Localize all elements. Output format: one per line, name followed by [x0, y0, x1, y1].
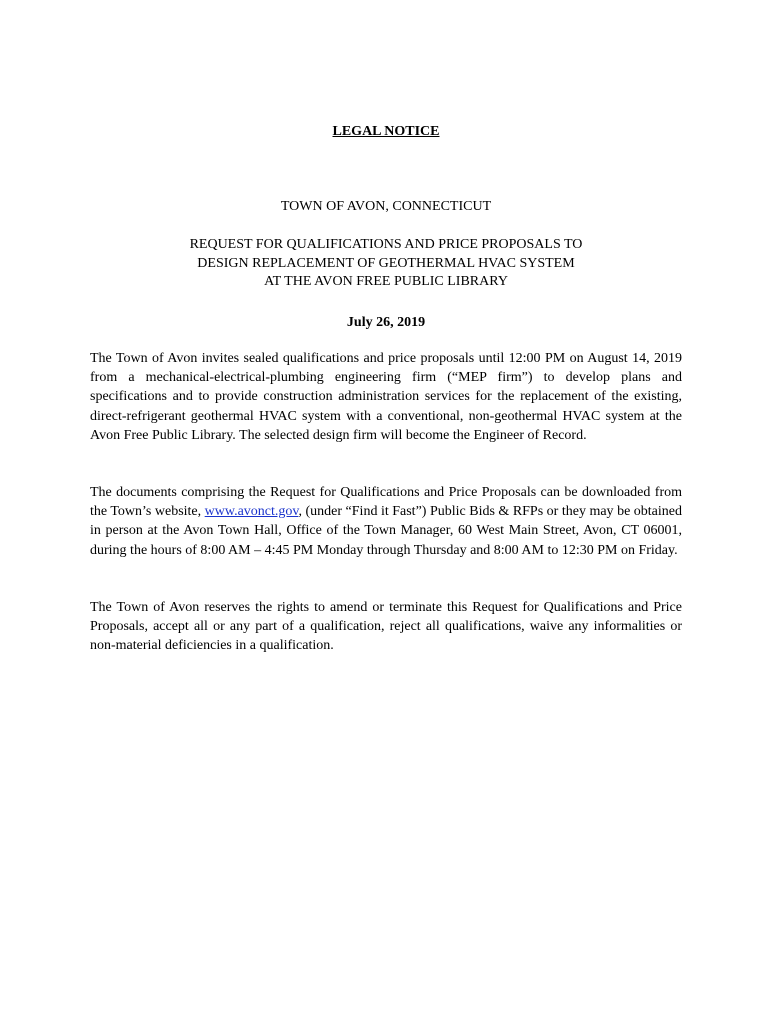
rfq-title-line-2: DESIGN REPLACEMENT OF GEOTHERMAL HVAC SYSTEM	[197, 255, 575, 271]
rfq-title	[90, 236, 682, 292]
paragraph-invitation: The Town of Avon invites sealed qualifications and price proposals until 12:00 PM on August 14, 2019 from a mechanical-electrical-plumbing engineering firm (“MEP firm”) to develop plans and specifications and to provide construction administration services for the replacement of the existing, direct-refrigerant geothermal HVAC system with a conventional, non-geothermal HVAC system at the Avon Free Public Library. The selected design firm will become the Engineer of Record.	[90, 351, 682, 443]
rfq-title-line-3: AT THE AVON FREE PUBLIC LIBRARY	[264, 274, 508, 289]
paragraph-reservation: The Town of Avon reserves the rights to amend or terminate this Request for Qualifications and Price Proposals, accept all or any part of a qualification, reject all qualifications, waive any informalities or non-material deficiencies in a qualification.	[90, 600, 682, 654]
document-page	[90, 0, 682, 1024]
rfq-title-line-1: REQUEST FOR QUALIFICATIONS AND PRICE PROPOSALS TO	[189, 237, 583, 252]
paragraph-documents-text-after: , (under “Find it Fast”) Public Bids & RFPs or they may be obtained in person at the Avon Town Hall, Office of the Town Manager, 60 West Main Street, Avon, CT 06001, during the hours of 8:00 AM – 4:45 PM Monday through Thursday and 8:00 AM to 12:30 PM on Friday.	[90, 504, 682, 558]
paragraph-documents-text-before: The documents comprising the Request for Qualifications and Price Proposals can be downloaded from the Town’s website,	[90, 485, 682, 520]
town-name: TOWN OF AVON, CONNECTICUT	[280, 199, 492, 214]
legal-notice-heading: LEGAL NOTICE	[332, 124, 440, 139]
website-link[interactable]: www.avonct.gov	[204, 504, 299, 520]
paragraph-documents	[90, 483, 682, 560]
notice-date: July 26, 2019	[346, 315, 426, 330]
